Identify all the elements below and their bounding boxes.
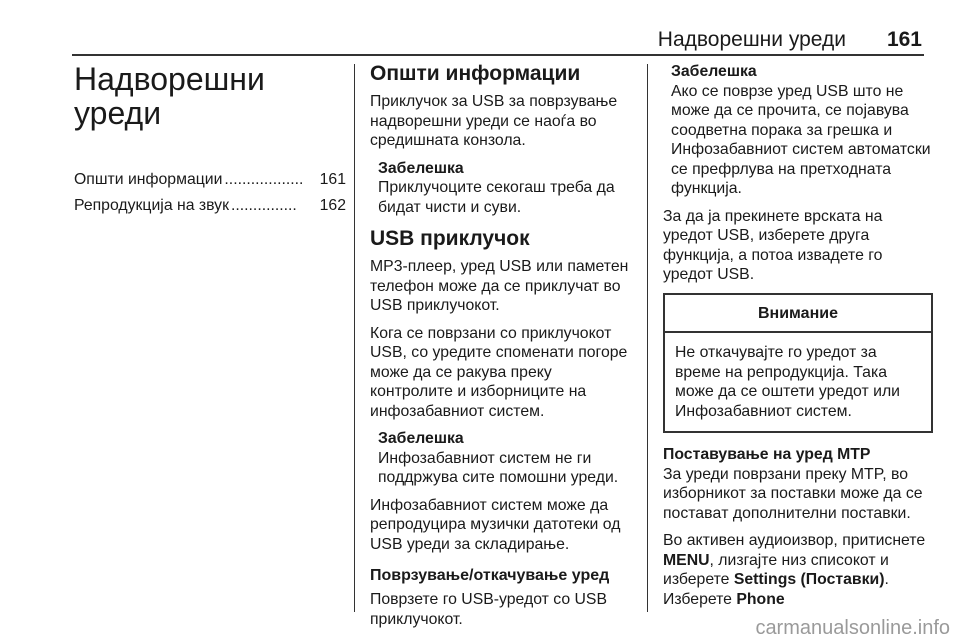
paragraph: За да ја прекинете врската на уредот USB, изберете друга функција, а потоа извадете го уредот USB. [663,207,883,283]
paragraph: Инфозабавниот систем може да репродуцира музички датотеки од USB уреди за складирање. [370,496,621,553]
note [378,429,636,488]
chapter-title-line: Надворешни [74,61,265,97]
toc-page: 162 [319,196,346,214]
paragraph: Приклучок за USB за поврзување надворешни уреди се наоѓа во средишната конзола. [370,93,618,149]
chapter-title-line: уреди [74,95,162,131]
column-middle [370,62,636,637]
caution-box [663,293,933,434]
paragraph [663,531,933,609]
menu-key-label: MENU [663,551,710,569]
subheading: Поврзување/откачување уред [370,567,610,584]
page-header [72,26,924,56]
toc-leader: .................. [224,171,304,188]
toc-leader: ............... [230,196,297,214]
running-title: Надворешни уреди [657,28,846,51]
note-text: Ако се поврзе уред USB што не може да се прочита, се појавува соодветна порака за грешка и Инфозабавниот систем автоматски се префрлува на претходната функција. [671,82,931,197]
toc-label: Репродукција на звук [74,196,229,214]
note [671,62,933,199]
section-title: Општи информации [370,62,581,85]
text-run: . Изберете [663,571,889,608]
chapter-title [74,62,346,130]
toc-page: 161 [319,171,346,188]
phone-menu-label: Phone [736,590,785,608]
note-title: Забелешка [671,63,757,80]
text-run: Во активен аудиоизвор, притиснете [663,532,926,549]
note-text: Приклучоците секогаш треба да бидат чисти и суви. [378,179,615,216]
toc-label: Општи информации [74,171,223,188]
column-right [663,62,933,617]
paragraph: MP3-плеер, уред USB или паметен телефон може да се приклучат во USB приклучокот. [370,258,629,314]
toc-entry[interactable] [74,196,346,216]
paragraph: За уреди поврзани преку MTP, во изборникот за поставки може да се поставaт дополнителни поставки. [663,465,923,522]
toc-entry[interactable] [74,170,346,190]
page-number: 161 [886,28,922,51]
note-title: Забелешка [378,159,464,177]
note-title: Забелешка [378,430,464,447]
column-divider [647,64,648,612]
note-text: Инфозабавниот систем не ги поддржува сите помошни уреди. [378,449,619,486]
settings-menu-label: Settings (Поставки) [733,571,885,588]
caution-text: Не откачувајте го уредот за време на репродукција. Така може да се оштети уредот или Инфозабавниот систем. [675,344,900,420]
column-left [74,62,346,221]
subheading: Поставување на уред MTP [663,446,871,463]
note [378,159,636,218]
column-divider [354,64,355,612]
text-run: , лизгајте низ списокот и изберете [663,551,889,588]
caution-title: Внимание [665,295,931,334]
paragraph: Поврзете го USB-уредот со USB приклучокот. [370,591,607,628]
subsection-title: USB приклучок [370,227,530,250]
watermark: carmanualsonline.info [755,617,950,639]
paragraph: Кога се поврзани со приклучокот USB, со уредите споменати погоре може да се ракува преку контролите и изборниците на инфозабавниот систем. [370,324,628,420]
